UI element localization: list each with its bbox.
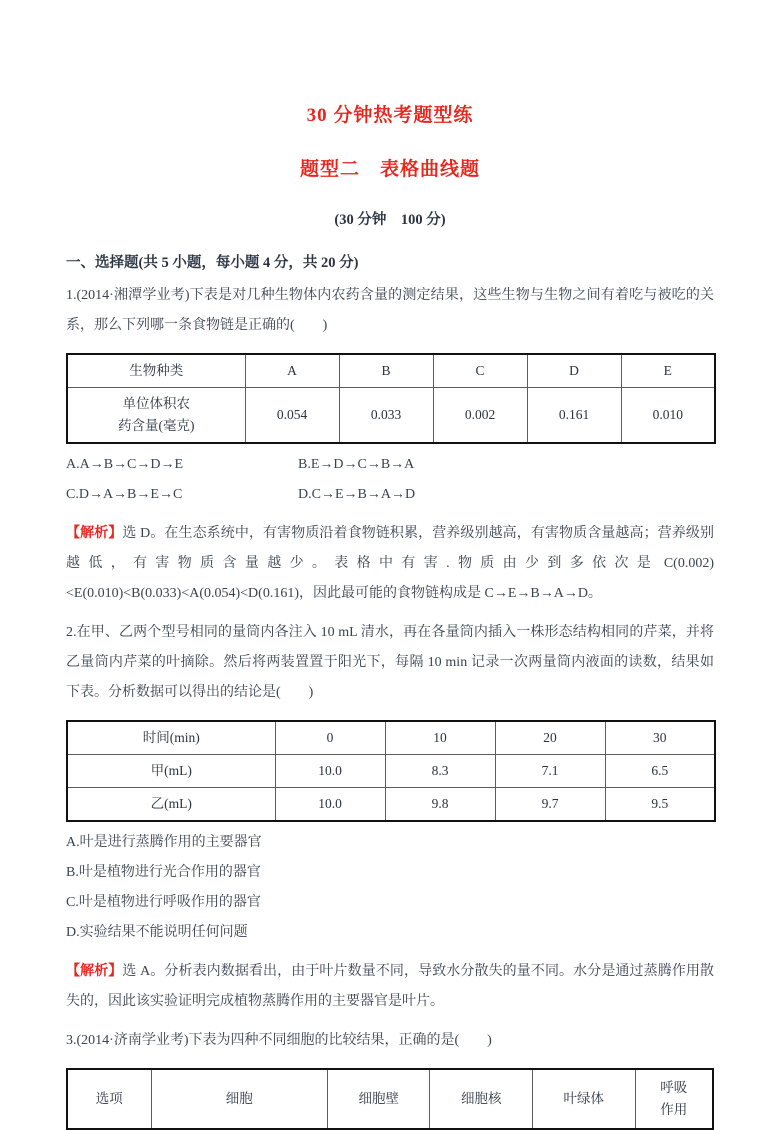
analysis-tag: 【解析】 xyxy=(66,964,123,979)
table-row xyxy=(67,788,715,822)
question-2-stem: 2.在甲、乙两个型号相同的量筒内各注入 10 mL 清水，再在各量筒内插入一株形态结构相同的芹菜，并将乙量筒内芹菜的叶摘除。然后将两装置置于阳光下，每隔 10 min 记录一次两量筒内液面的读数，结果如下表。分析数据可以得出的结论是( ) xyxy=(66,625,714,700)
table-cell: 30 xyxy=(605,721,715,755)
table-cell: 0.054 xyxy=(245,388,339,444)
question-3-table xyxy=(66,1068,714,1130)
page-subtitle: 题型二 表格曲线题 xyxy=(299,159,480,180)
page-title: 30 分钟热考题型练 xyxy=(306,105,474,126)
option-c[interactable]: C.D→A→B→E→C xyxy=(66,487,183,502)
table-cell xyxy=(635,1069,713,1129)
question-1-analysis xyxy=(66,519,714,609)
table-cell: 8.3 xyxy=(385,755,495,788)
table-cell: 叶绿体 xyxy=(533,1069,636,1129)
table-cell: 10.0 xyxy=(275,788,385,822)
table-cell: 7.1 xyxy=(495,755,605,788)
table-cell: 0 xyxy=(275,721,385,755)
question-1-stem: 1.(2014·湘潭学业考)下表是对几种生物体内农药含量的测定结果，这些生物与生物之间有着吃与被吃的关系，那么下列哪一条食物链是正确的( ) xyxy=(66,288,714,333)
table-cell: 0.033 xyxy=(339,388,433,444)
table-cell: 9.5 xyxy=(605,788,715,822)
option-b[interactable]: B.叶是植物进行光合作用的器官 xyxy=(66,865,261,880)
table-cell: D xyxy=(527,354,621,388)
table-cell: 0.161 xyxy=(527,388,621,444)
page-content xyxy=(66,0,714,1130)
option-d[interactable]: D.实验结果不能说明任何问题 xyxy=(66,925,248,940)
table-cell: 9.8 xyxy=(385,788,495,822)
table-cell: E xyxy=(621,354,715,388)
question-2-table xyxy=(66,720,716,822)
question-2-options xyxy=(66,828,714,948)
analysis-line-3: C(0.002)<E(0.010)<B(0.033)<A(0.054)<D(0.161)，因此最可能的食物链构成是 C→E→B→A→D。 xyxy=(66,556,715,601)
table-cell: 10.0 xyxy=(275,755,385,788)
table-cell: 选项 xyxy=(67,1069,151,1129)
table-cell: B xyxy=(339,354,433,388)
question-1-options xyxy=(66,450,714,510)
table-cell-line: 呼吸 xyxy=(660,1080,688,1095)
table-cell-line: 单位体积农 xyxy=(122,396,190,411)
table-cell: 细胞 xyxy=(151,1069,327,1129)
table-cell-line: 作用 xyxy=(660,1102,688,1117)
analysis-tag: 【解析】 xyxy=(66,526,123,541)
table-row xyxy=(67,388,715,444)
table-cell: 细胞核 xyxy=(430,1069,533,1129)
table-cell: 6.5 xyxy=(605,755,715,788)
option-row xyxy=(66,450,714,480)
table-cell xyxy=(67,388,245,444)
table-row xyxy=(67,721,715,755)
option-row xyxy=(66,480,714,510)
question-2-analysis xyxy=(66,957,714,1017)
table-cell: 乙(mL) xyxy=(67,788,275,822)
option-c[interactable]: C.叶是植物进行呼吸作用的器官 xyxy=(66,895,261,910)
table-cell: 9.7 xyxy=(495,788,605,822)
table-cell: 0.002 xyxy=(433,388,527,444)
question-3-stem: 3.(2014·济南学业考)下表为四种不同细胞的比较结果，正确的是( ) xyxy=(66,1033,492,1048)
exam-meta: (30 分钟 100 分) xyxy=(334,212,446,228)
option-a[interactable]: A.A→B→C→D→E xyxy=(66,457,184,472)
table-row xyxy=(67,1069,713,1129)
table-row xyxy=(67,354,715,388)
table-cell: 生物种类 xyxy=(67,354,245,388)
table-cell: C xyxy=(433,354,527,388)
table-cell: 0.010 xyxy=(621,388,715,444)
table-cell: 20 xyxy=(495,721,605,755)
analysis-line-1: 选 A。分析表内数据看出，由于叶片数量不同，导致水分散失的量不同。水分是通过蒸腾作用散 xyxy=(122,964,715,979)
section-heading: 一、选择题(共 5 小题，每小题 4 分，共 20 分) xyxy=(66,255,359,271)
analysis-line-2: 越低，有害物质含量越少。表格中有害.物质由少到多依次是 xyxy=(66,556,660,571)
table-cell: 10 xyxy=(385,721,495,755)
option-a[interactable]: A.叶是进行蒸腾作用的主要器官 xyxy=(66,835,262,850)
question-1-table xyxy=(66,353,716,444)
table-cell: 细胞壁 xyxy=(327,1069,430,1129)
option-d[interactable]: D.C→E→B→A→D xyxy=(298,487,416,502)
option-b[interactable]: B.E→D→C→B→A xyxy=(298,457,415,472)
analysis-line-2: 失的，因此该实验证明完成植物蒸腾作用的主要器官是叶片。 xyxy=(66,994,444,1009)
table-cell: 甲(mL) xyxy=(67,755,275,788)
table-row xyxy=(67,755,715,788)
analysis-line-1: 选 D。在生态系统中，有害物质沿着食物链积累，营养级别越高，有害物质含量越高；营养级别 xyxy=(122,526,715,541)
table-cell: A xyxy=(245,354,339,388)
table-cell: 时间(min) xyxy=(67,721,275,755)
table-cell-line: 药含量(毫克) xyxy=(118,418,195,433)
